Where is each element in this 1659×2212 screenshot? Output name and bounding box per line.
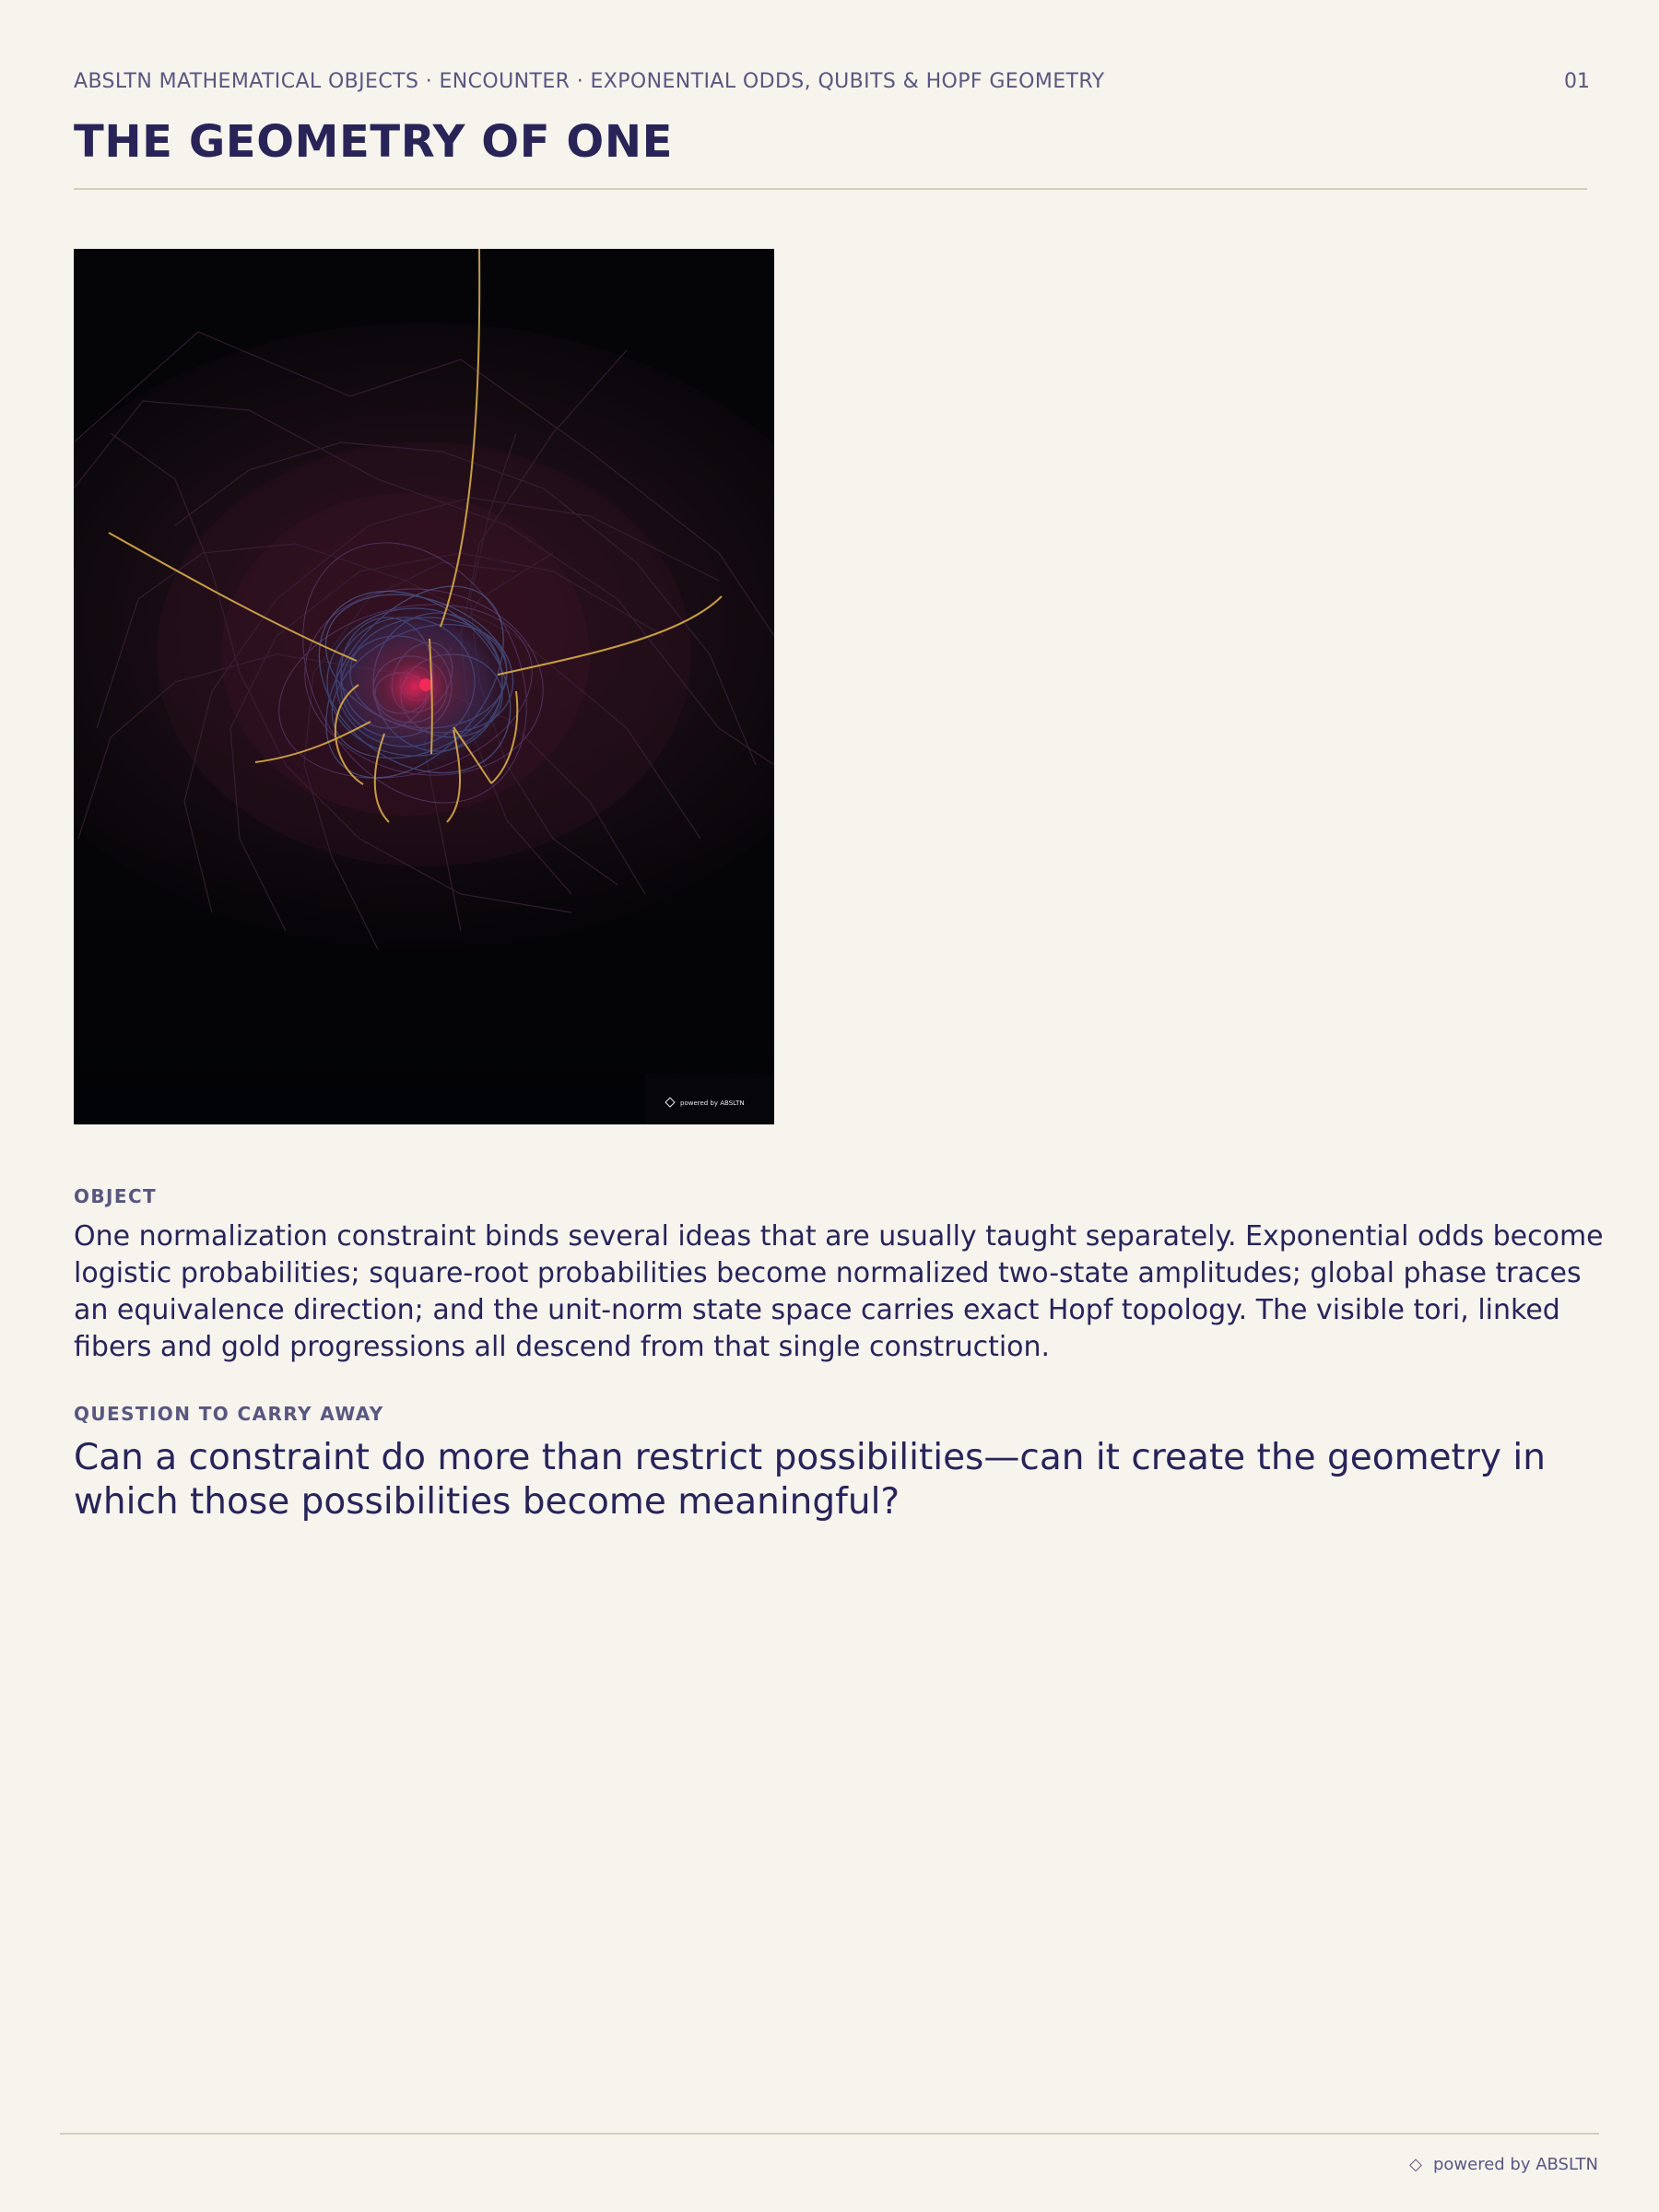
page-number: 01: [1564, 70, 1590, 93]
hopf-fibration-illustration: [74, 249, 774, 1124]
question-text: Can a constraint do more than restrict possibilities—can it create the geometry in which those possibilities become meaningful?: [74, 1437, 1546, 1523]
core-point: [419, 678, 432, 691]
object-label: OBJECT: [74, 1185, 158, 1207]
header-divider: [74, 188, 1587, 190]
core-glow: [313, 599, 516, 774]
hopf-fibration-figure: [74, 249, 774, 1124]
footer-brand: [1409, 2155, 1598, 2174]
question-label: QUESTION TO CARRY AWAY: [74, 1403, 384, 1425]
object-description: One normalization constraint binds several ideas that are usually taught separately. Exponential odds become logistic probabilities; square-root probabilities become normalized two-state amplitudes; global phase traces an equivalence direction; and the unit-norm state space carries exact Hopf topology. The visible tori, linked fibers and gold progressions all descend from that single construction.: [74, 1220, 1604, 1363]
page-title: THE GEOMETRY OF ONE: [74, 116, 673, 168]
series-kicker: ABSLTN MATHEMATICAL OBJECTS · ENCOUNTER · EXPONENTIAL ODDS, QUBITS & HOPF GEOMETRY: [74, 70, 1105, 93]
diamond-icon: ◇: [1409, 2155, 1422, 2174]
footer-divider: [60, 2133, 1599, 2135]
header-line: [74, 70, 1590, 100]
watermark-text: powered by ABSLTN: [680, 1100, 745, 1107]
footer-brand-text: powered by ABSLTN: [1432, 2155, 1598, 2174]
